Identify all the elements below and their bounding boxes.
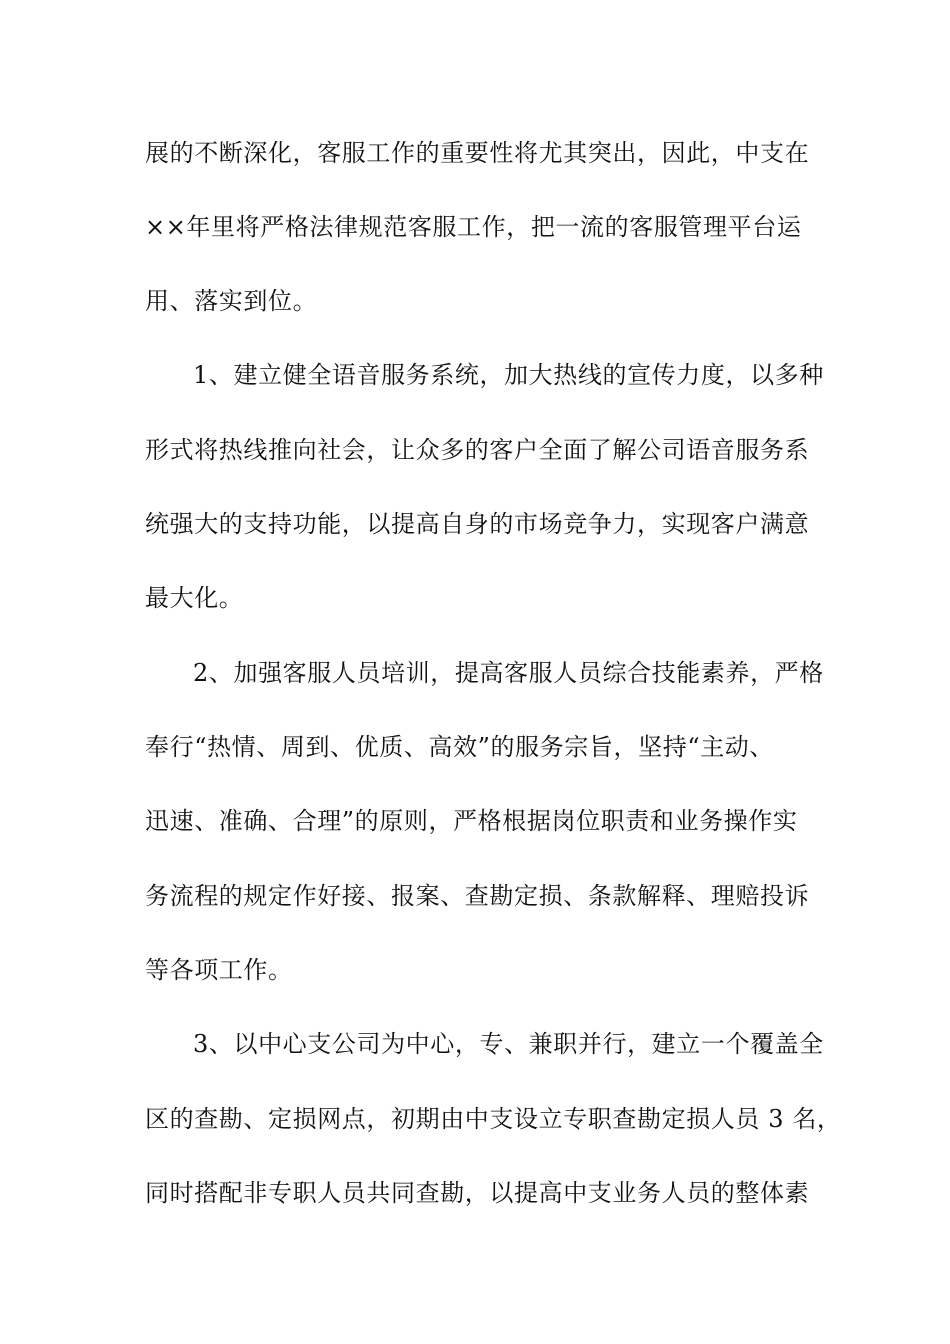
body-text-line: 务流程的规定作好接、报案、查勘定损、条款解释、理赔投诉 bbox=[145, 882, 810, 910]
body-text-line: 奉行“热情、周到、优质、高效”的服务宗旨，坚持“主动、 bbox=[145, 733, 775, 761]
body-text-line: 形式将热线推向社会，让众多的客户全面了解公司语音服务系 bbox=[145, 436, 810, 464]
body-text-line: 迅速、准确、合理”的原则，严格根据岗位职责和业务操作实 bbox=[145, 807, 798, 835]
body-text-line: 统强大的支持功能，以提高自身的市场竞争力，实现客户满意 bbox=[145, 510, 810, 538]
list-item-1-line: 1、建立健全语音服务系统，加大热线的宣传力度，以多种 bbox=[193, 361, 824, 389]
list-item-3-line: 3、以中心支公司为中心，专、兼职并行，建立一个覆盖全 bbox=[193, 1030, 824, 1058]
body-text-line: 展的不断深化，客服工作的重要性将尤其突出，因此，中支在 bbox=[145, 139, 810, 167]
body-text-line: 用、落实到位。 bbox=[145, 287, 318, 315]
body-text-line: 同时搭配非专职人员共同查勘，以提高中支业务人员的整体素 bbox=[145, 1179, 810, 1207]
body-text-line: 最大化。 bbox=[145, 584, 244, 612]
body-text-line: 等各项工作。 bbox=[145, 956, 293, 984]
body-text-line: ××年里将严格法律规范客服工作，把一流的客服管理平台运 bbox=[145, 213, 802, 241]
body-text-line: 区的查勘、定损网点，初期由中支设立专职查勘定损人员 3 名， bbox=[145, 1105, 842, 1133]
list-item-2-line: 2、加强客服人员培训，提高客服人员综合技能素养，严格 bbox=[193, 659, 824, 687]
